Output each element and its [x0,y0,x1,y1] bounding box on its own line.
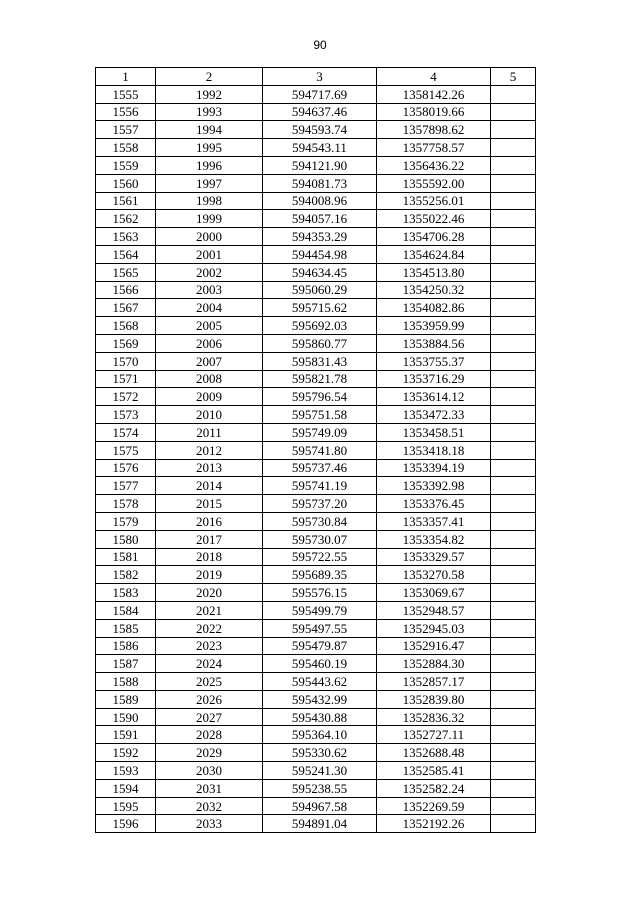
table-row [96,601,536,619]
table-row [96,459,536,477]
table-cell-col-1: 1557 [96,121,156,139]
table-cell-col-3: 594637.46 [263,103,377,121]
table-cell-col-2: 2011 [156,423,263,441]
table-cell-col-3: 595499.79 [263,601,377,619]
table-header-row [96,68,536,86]
table-cell-col-5 [491,245,536,263]
table-cell-col-5 [491,423,536,441]
table-row [96,744,536,762]
table-row [96,779,536,797]
table-cell-col-3: 595722.55 [263,548,377,566]
table-cell-col-2: 1998 [156,192,263,210]
table-cell-col-1: 1558 [96,139,156,157]
table-cell-col-3: 594057.16 [263,210,377,228]
table-cell-col-3: 594543.11 [263,139,377,157]
table-cell-col-5 [491,495,536,513]
table-cell-col-3: 594593.74 [263,121,377,139]
table-cell-col-3: 594634.45 [263,263,377,281]
table-cell-col-1: 1575 [96,441,156,459]
table-cell-col-4: 1354082.86 [377,299,491,317]
table-cell-col-2: 2030 [156,762,263,780]
table-cell-col-2: 2001 [156,245,263,263]
table-cell-col-3: 594717.69 [263,85,377,103]
table-cell-col-4: 1352916.47 [377,637,491,655]
table-cell-col-2: 2002 [156,263,263,281]
table-row [96,441,536,459]
table-cell-col-2: 1996 [156,156,263,174]
table-cell-col-1: 1588 [96,673,156,691]
table-cell-col-2: 2015 [156,495,263,513]
table-cell-col-1: 1566 [96,281,156,299]
table-cell-col-1: 1571 [96,370,156,388]
table-cell-col-2: 2032 [156,797,263,815]
table-cell-col-3: 595364.10 [263,726,377,744]
table-cell-col-5 [491,690,536,708]
table-cell-col-1: 1578 [96,495,156,513]
table-cell-col-5 [491,317,536,335]
table-cell-col-3: 595751.58 [263,406,377,424]
table-cell-col-5 [491,281,536,299]
table-cell-col-3: 595241.30 [263,762,377,780]
table-cell-col-1: 1573 [96,406,156,424]
table-cell-col-5 [491,388,536,406]
table-cell-col-5 [491,85,536,103]
table-cell-col-2: 1999 [156,210,263,228]
table-cell-col-5 [491,370,536,388]
table-cell-col-5 [491,601,536,619]
column-header-4: 4 [377,68,491,86]
table-cell-col-2: 1994 [156,121,263,139]
table-row [96,174,536,192]
table-cell-col-3: 595060.29 [263,281,377,299]
table-row [96,228,536,246]
table-cell-col-4: 1352857.17 [377,673,491,691]
table-cell-col-4: 1355592.00 [377,174,491,192]
table-cell-col-2: 1997 [156,174,263,192]
table-cell-col-3: 594008.96 [263,192,377,210]
table-cell-col-1: 1580 [96,530,156,548]
table-cell-col-1: 1569 [96,334,156,352]
table-cell-col-1: 1589 [96,690,156,708]
table-cell-col-5 [491,228,536,246]
table-cell-col-3: 595831.43 [263,352,377,370]
table-cell-col-3: 595432.99 [263,690,377,708]
table-cell-col-1: 1568 [96,317,156,335]
table-cell-col-5 [491,584,536,602]
table-cell-col-1: 1594 [96,779,156,797]
table-cell-col-3: 595730.84 [263,512,377,530]
table-row [96,530,536,548]
table-cell-col-5 [491,744,536,762]
table-cell-col-1: 1559 [96,156,156,174]
table-row [96,762,536,780]
table-cell-col-3: 594121.90 [263,156,377,174]
table-cell-col-2: 2028 [156,726,263,744]
table-cell-col-4: 1358142.26 [377,85,491,103]
column-header-1: 1 [96,68,156,86]
table-cell-col-5 [491,477,536,495]
table-cell-col-3: 594454.98 [263,245,377,263]
table-cell-col-4: 1352836.32 [377,708,491,726]
table-cell-col-2: 1992 [156,85,263,103]
table-cell-col-4: 1352269.59 [377,797,491,815]
table-cell-col-4: 1353418.18 [377,441,491,459]
table-cell-col-1: 1593 [96,762,156,780]
table-row [96,655,536,673]
table-cell-col-3: 594891.04 [263,815,377,833]
table-cell-col-4: 1353472.33 [377,406,491,424]
table-row [96,477,536,495]
table-cell-col-5 [491,779,536,797]
table-row [96,815,536,833]
column-header-2: 2 [156,68,263,86]
table-cell-col-5 [491,210,536,228]
table-cell-col-2: 2013 [156,459,263,477]
table-cell-col-4: 1353329.57 [377,548,491,566]
table-cell-col-5 [491,619,536,637]
table-cell-col-3: 594353.29 [263,228,377,246]
table-cell-col-2: 2012 [156,441,263,459]
table-cell-col-3: 595715.62 [263,299,377,317]
table-cell-col-4: 1353394.19 [377,459,491,477]
table-cell-col-3: 595692.03 [263,317,377,335]
table-cell-col-3: 595741.80 [263,441,377,459]
table-cell-col-3: 595576.15 [263,584,377,602]
table-row [96,334,536,352]
table-cell-col-5 [491,352,536,370]
table-cell-col-3: 595460.19 [263,655,377,673]
table-cell-col-5 [491,530,536,548]
table-row [96,352,536,370]
table-cell-col-2: 2010 [156,406,263,424]
table-cell-col-2: 2021 [156,601,263,619]
table-cell-col-5 [491,815,536,833]
table-cell-col-3: 594967.58 [263,797,377,815]
page-number: 90 [313,38,327,52]
table-row [96,210,536,228]
table-cell-col-5 [491,441,536,459]
table-cell-col-3: 595796.54 [263,388,377,406]
table-cell-col-4: 1352945.03 [377,619,491,637]
table-cell-col-5 [491,708,536,726]
table-cell-col-1: 1583 [96,584,156,602]
table-row [96,245,536,263]
table-cell-col-2: 2003 [156,281,263,299]
table-row [96,548,536,566]
table-cell-col-4: 1353755.37 [377,352,491,370]
table-cell-col-5 [491,566,536,584]
table-cell-col-4: 1357898.62 [377,121,491,139]
table-cell-col-2: 2017 [156,530,263,548]
table-cell-col-2: 2005 [156,317,263,335]
table-row [96,619,536,637]
table-cell-col-5 [491,103,536,121]
table-cell-col-4: 1355256.01 [377,192,491,210]
table-cell-col-1: 1572 [96,388,156,406]
table-cell-col-5 [491,637,536,655]
table-cell-col-1: 1556 [96,103,156,121]
table-cell-col-2: 2000 [156,228,263,246]
table-row [96,317,536,335]
table-cell-col-4: 1357758.57 [377,139,491,157]
table-row [96,637,536,655]
table-cell-col-5 [491,548,536,566]
table-cell-col-3: 595689.35 [263,566,377,584]
table-cell-col-4: 1352688.48 [377,744,491,762]
table-cell-col-2: 2004 [156,299,263,317]
table-cell-col-3: 595741.19 [263,477,377,495]
table-cell-col-2: 2006 [156,334,263,352]
table-cell-col-1: 1585 [96,619,156,637]
table-cell-col-3: 595749.09 [263,423,377,441]
table-row [96,103,536,121]
table-cell-col-4: 1353614.12 [377,388,491,406]
table-cell-col-3: 595497.55 [263,619,377,637]
table-cell-col-3: 595443.62 [263,673,377,691]
table-cell-col-1: 1564 [96,245,156,263]
table-row [96,121,536,139]
table-cell-col-1: 1584 [96,601,156,619]
table-cell-col-4: 1353357.41 [377,512,491,530]
table-cell-col-4: 1354706.28 [377,228,491,246]
table-cell-col-2: 2023 [156,637,263,655]
table-row [96,673,536,691]
table-cell-col-2: 2025 [156,673,263,691]
table-cell-col-4: 1353884.56 [377,334,491,352]
table-cell-col-4: 1352839.80 [377,690,491,708]
table-cell-col-2: 2008 [156,370,263,388]
table-cell-col-2: 2018 [156,548,263,566]
table-row [96,495,536,513]
table-cell-col-1: 1596 [96,815,156,833]
table-cell-col-4: 1352884.30 [377,655,491,673]
table-cell-col-4: 1355022.46 [377,210,491,228]
table-row [96,85,536,103]
coordinates-table [95,67,536,833]
table-row [96,281,536,299]
table-cell-col-1: 1579 [96,512,156,530]
table-cell-col-1: 1561 [96,192,156,210]
column-header-5: 5 [491,68,536,86]
table-cell-col-2: 2024 [156,655,263,673]
table-row [96,299,536,317]
table-row [96,690,536,708]
table-cell-col-2: 2029 [156,744,263,762]
table-cell-col-1: 1581 [96,548,156,566]
table-cell-col-4: 1354513.80 [377,263,491,281]
table-cell-col-1: 1582 [96,566,156,584]
table-cell-col-4: 1352727.11 [377,726,491,744]
table-cell-col-3: 594081.73 [263,174,377,192]
table-cell-col-4: 1354624.84 [377,245,491,263]
table-cell-col-1: 1555 [96,85,156,103]
table-cell-col-3: 595238.55 [263,779,377,797]
table-cell-col-2: 2026 [156,690,263,708]
table-cell-col-2: 2022 [156,619,263,637]
table-row [96,370,536,388]
table-cell-col-2: 2009 [156,388,263,406]
table-row [96,156,536,174]
table-cell-col-1: 1590 [96,708,156,726]
table-cell-col-4: 1358019.66 [377,103,491,121]
table-cell-col-1: 1591 [96,726,156,744]
table-cell-col-2: 2016 [156,512,263,530]
table-cell-col-5 [491,263,536,281]
table-cell-col-4: 1352585.41 [377,762,491,780]
table-row [96,797,536,815]
table-cell-col-1: 1577 [96,477,156,495]
table-cell-col-5 [491,406,536,424]
table-cell-col-1: 1570 [96,352,156,370]
table-cell-col-2: 2033 [156,815,263,833]
table-cell-col-4: 1353270.58 [377,566,491,584]
table-row [96,566,536,584]
table-cell-col-4: 1352582.24 [377,779,491,797]
table-cell-col-1: 1586 [96,637,156,655]
table-cell-col-2: 2027 [156,708,263,726]
table-row [96,423,536,441]
table-cell-col-3: 595479.87 [263,637,377,655]
table-row [96,139,536,157]
table-cell-col-2: 1995 [156,139,263,157]
table-cell-col-1: 1560 [96,174,156,192]
table-cell-col-1: 1563 [96,228,156,246]
table-cell-col-4: 1352948.57 [377,601,491,619]
table-cell-col-5 [491,174,536,192]
table-cell-col-1: 1567 [96,299,156,317]
table-cell-col-1: 1592 [96,744,156,762]
table-cell-col-4: 1353392.98 [377,477,491,495]
table-cell-col-2: 2007 [156,352,263,370]
table-row [96,726,536,744]
table-body [96,85,536,832]
table-cell-col-5 [491,299,536,317]
table-cell-col-1: 1576 [96,459,156,477]
table-cell-col-1: 1562 [96,210,156,228]
table-cell-col-5 [491,156,536,174]
table-cell-col-5 [491,459,536,477]
table-cell-col-4: 1354250.32 [377,281,491,299]
table-row [96,388,536,406]
table-cell-col-5 [491,334,536,352]
table-cell-col-2: 2014 [156,477,263,495]
table-cell-col-5 [491,797,536,815]
table-cell-col-4: 1353716.29 [377,370,491,388]
table-cell-col-3: 595330.62 [263,744,377,762]
table-row [96,584,536,602]
table-cell-col-4: 1352192.26 [377,815,491,833]
table-cell-col-1: 1595 [96,797,156,815]
table-row [96,708,536,726]
table-row [96,512,536,530]
table-cell-col-4: 1356436.22 [377,156,491,174]
table-cell-col-3: 595737.46 [263,459,377,477]
table-cell-col-5 [491,762,536,780]
table-cell-col-5 [491,726,536,744]
table-cell-col-5 [491,139,536,157]
table-cell-col-4: 1353069.67 [377,584,491,602]
table-cell-col-4: 1353376.45 [377,495,491,513]
table-cell-col-5 [491,121,536,139]
table-cell-col-3: 595730.07 [263,530,377,548]
table-cell-col-1: 1587 [96,655,156,673]
table-row [96,192,536,210]
table-cell-col-5 [491,673,536,691]
table-cell-col-5 [491,512,536,530]
table-cell-col-1: 1565 [96,263,156,281]
table-cell-col-3: 595430.88 [263,708,377,726]
table-cell-col-4: 1353959.99 [377,317,491,335]
table-cell-col-4: 1353458.51 [377,423,491,441]
table-cell-col-3: 595737.20 [263,495,377,513]
table-cell-col-2: 2020 [156,584,263,602]
table-cell-col-3: 595821.78 [263,370,377,388]
table-cell-col-2: 1993 [156,103,263,121]
table-cell-col-1: 1574 [96,423,156,441]
table-cell-col-2: 2019 [156,566,263,584]
table-cell-col-3: 595860.77 [263,334,377,352]
table-cell-col-2: 2031 [156,779,263,797]
table-row [96,406,536,424]
table-cell-col-4: 1353354.82 [377,530,491,548]
column-header-3: 3 [263,68,377,86]
table-cell-col-5 [491,655,536,673]
table-cell-col-5 [491,192,536,210]
table-row [96,263,536,281]
